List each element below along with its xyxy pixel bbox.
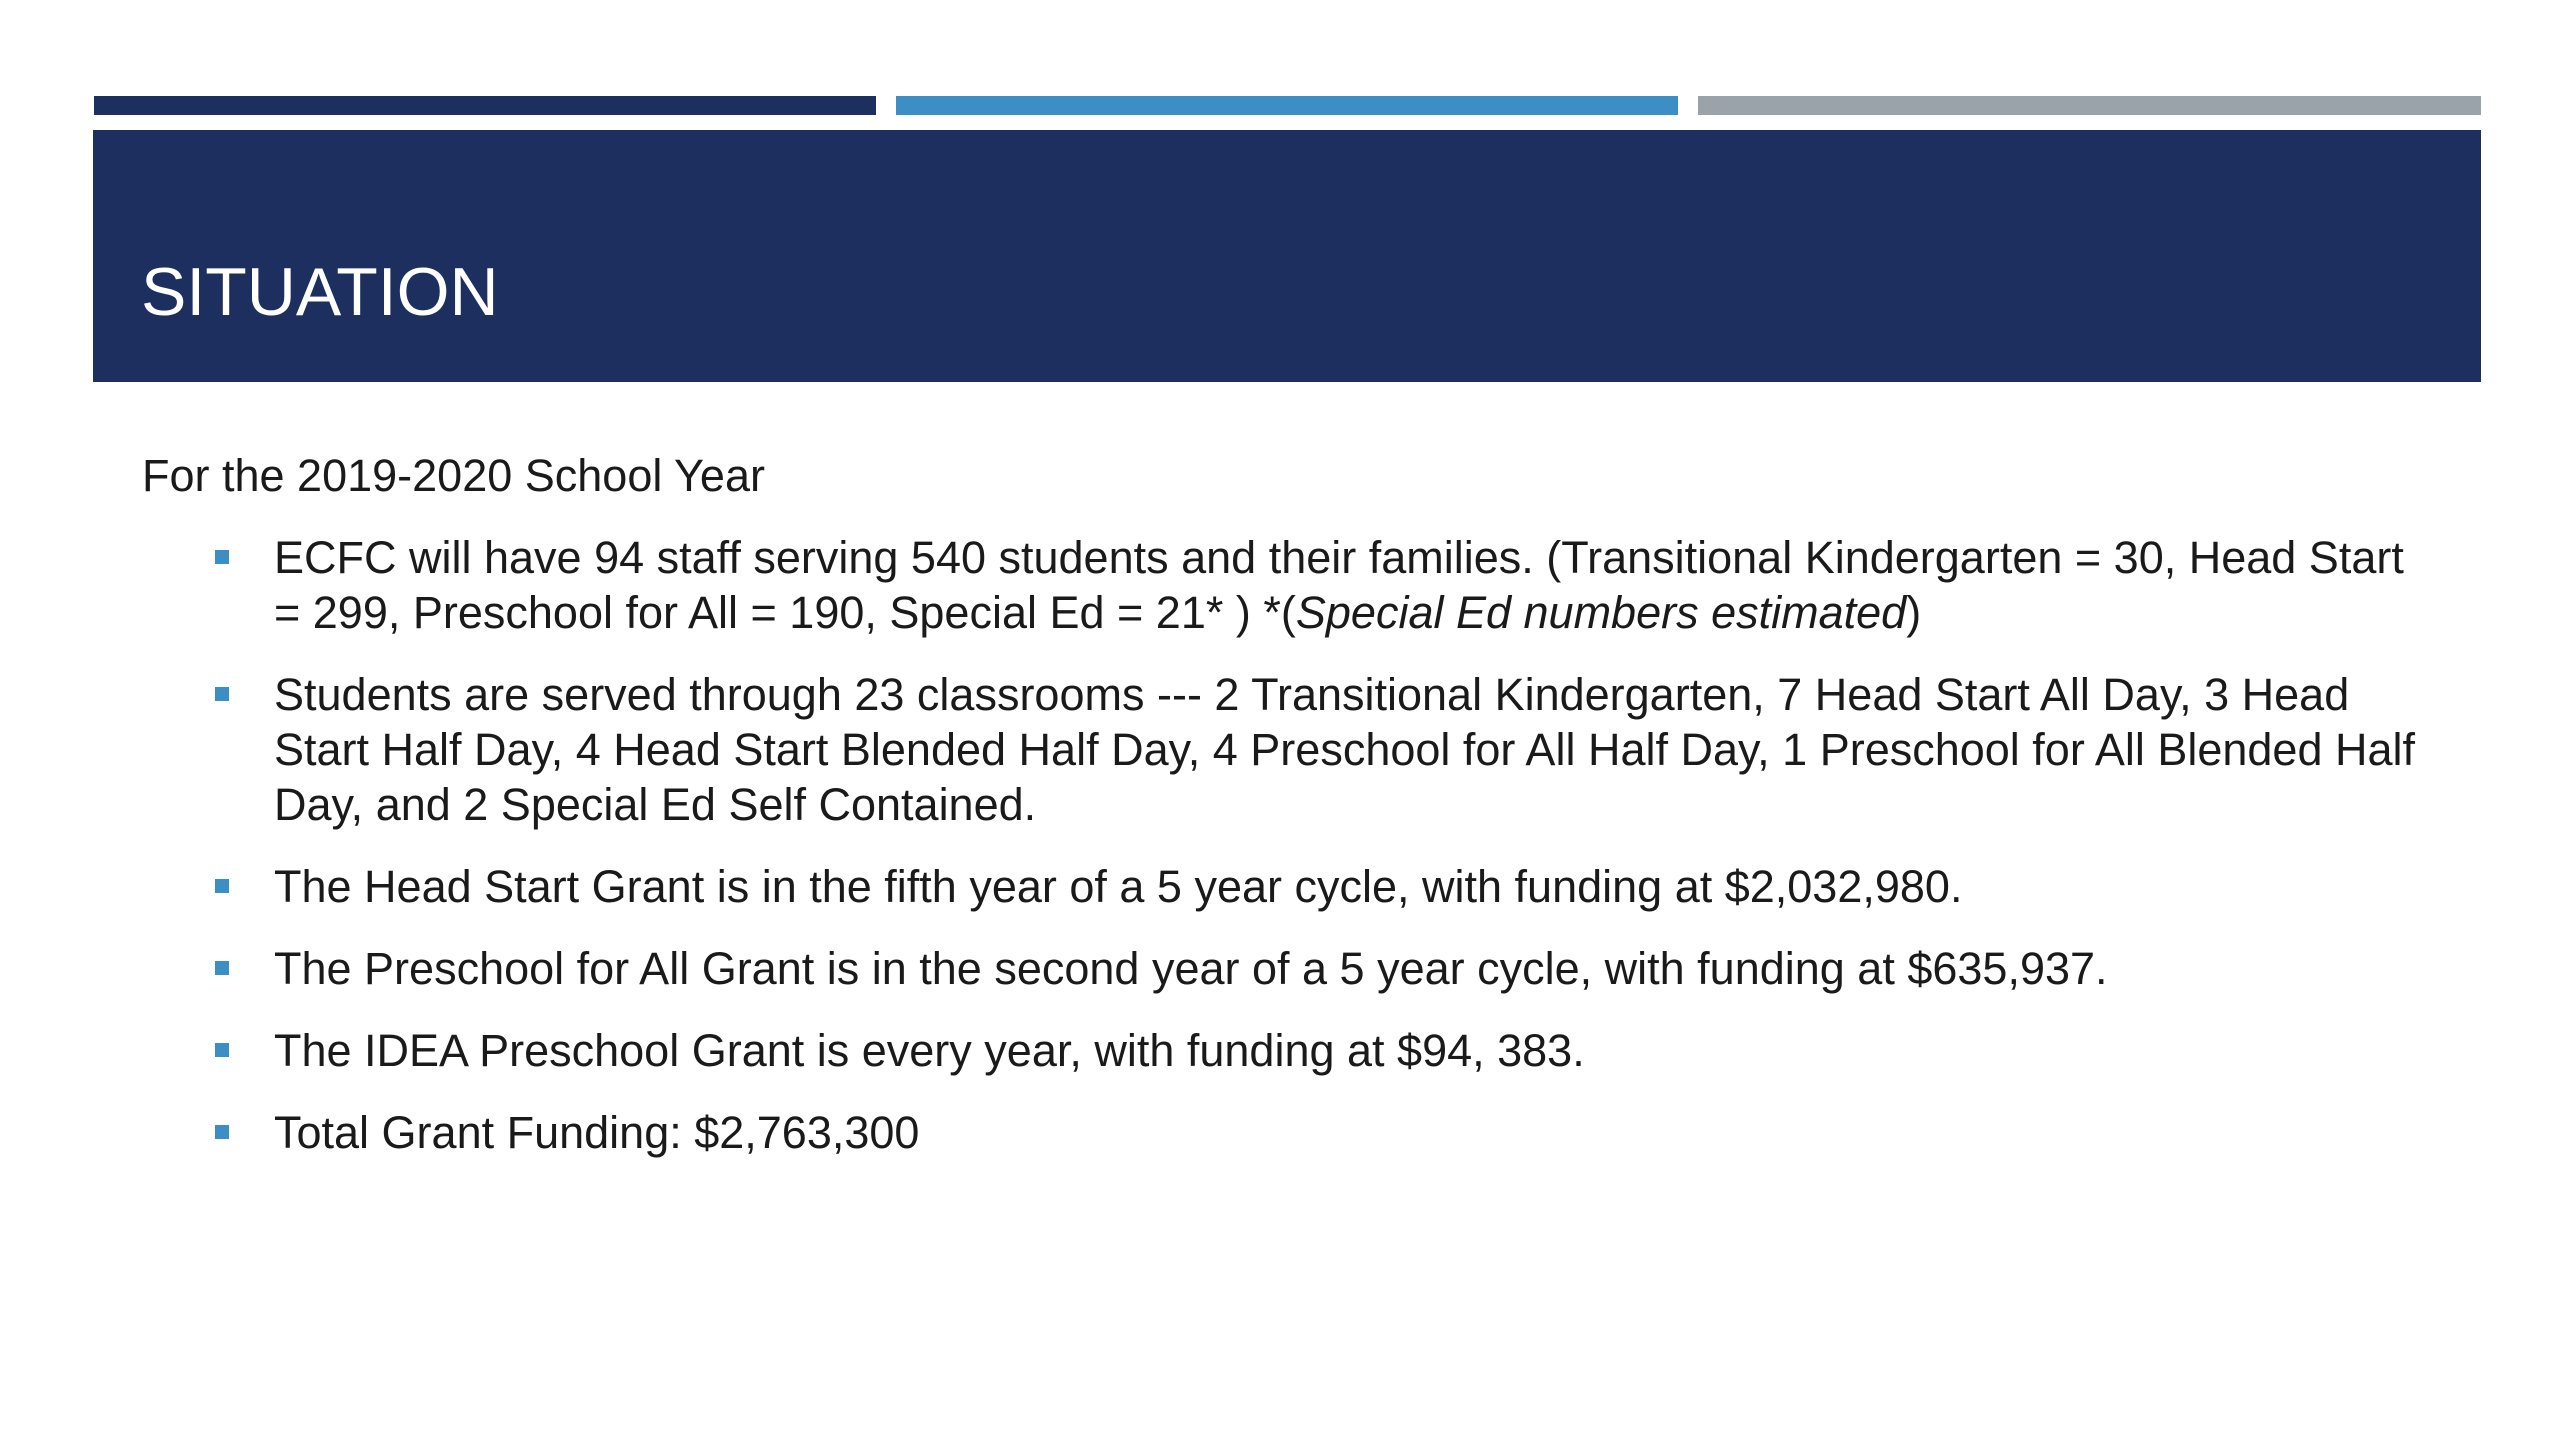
- square-bullet-icon: [215, 1043, 229, 1057]
- bullet-item-total-funding: [142, 1105, 2422, 1160]
- accent-bar-dark: [94, 96, 876, 115]
- bullet-text: The IDEA Preschool Grant is every year, with funding at $94, 383.: [274, 1025, 1585, 1077]
- bullet-item-idea-grant: [142, 1023, 2422, 1078]
- square-bullet-icon: [215, 1125, 229, 1139]
- bullet-note: Special Ed numbers estimated: [1295, 587, 1907, 639]
- bullet-item-preschool-grant: [142, 941, 2422, 996]
- slide-title: SITUATION: [141, 254, 499, 330]
- bullet-item-staff: [142, 530, 2422, 640]
- square-bullet-icon: [215, 879, 229, 893]
- bullet-text: Total Grant Funding: $2,763,300: [274, 1107, 920, 1159]
- bullet-text: Students are served through 23 classrooms --- 2 Transitional Kindergarten, 7 Head Start All Day, 3 Head Start Half Day, 4 Head Start Blended Half Day, 4 Preschool for All Half Day, 1 Preschool for All Blended Half Day, and 2 Special Ed Self Contained.: [274, 669, 2416, 831]
- bullet-item-head-start-grant: [142, 859, 2422, 914]
- bullet-item-classrooms: [142, 667, 2422, 832]
- accent-bar-gray: [1698, 96, 2481, 115]
- title-band: [93, 130, 2481, 382]
- bullet-text: The Preschool for All Grant is in the second year of a 5 year cycle, with funding at $635,937.: [274, 943, 2108, 995]
- bullet-list: [142, 530, 2422, 1160]
- intro-text: For the 2019-2020 School Year: [142, 450, 765, 501]
- bullet-text: ECFC will have 94 staff serving 540 students and their families. (Transitional Kindergarten = 30, Head Start = 299, Preschool for All = 190, Special Ed = 21* ) *(: [274, 532, 2404, 639]
- square-bullet-icon: [215, 550, 229, 564]
- slide-body: [142, 448, 2422, 1187]
- square-bullet-icon: [215, 961, 229, 975]
- square-bullet-icon: [215, 687, 229, 701]
- bullet-suffix: ): [1906, 587, 1922, 639]
- bullet-text: The Head Start Grant is in the fifth year of a 5 year cycle, with funding at $2,032,980.: [274, 861, 1963, 913]
- accent-bar-blue: [896, 96, 1678, 115]
